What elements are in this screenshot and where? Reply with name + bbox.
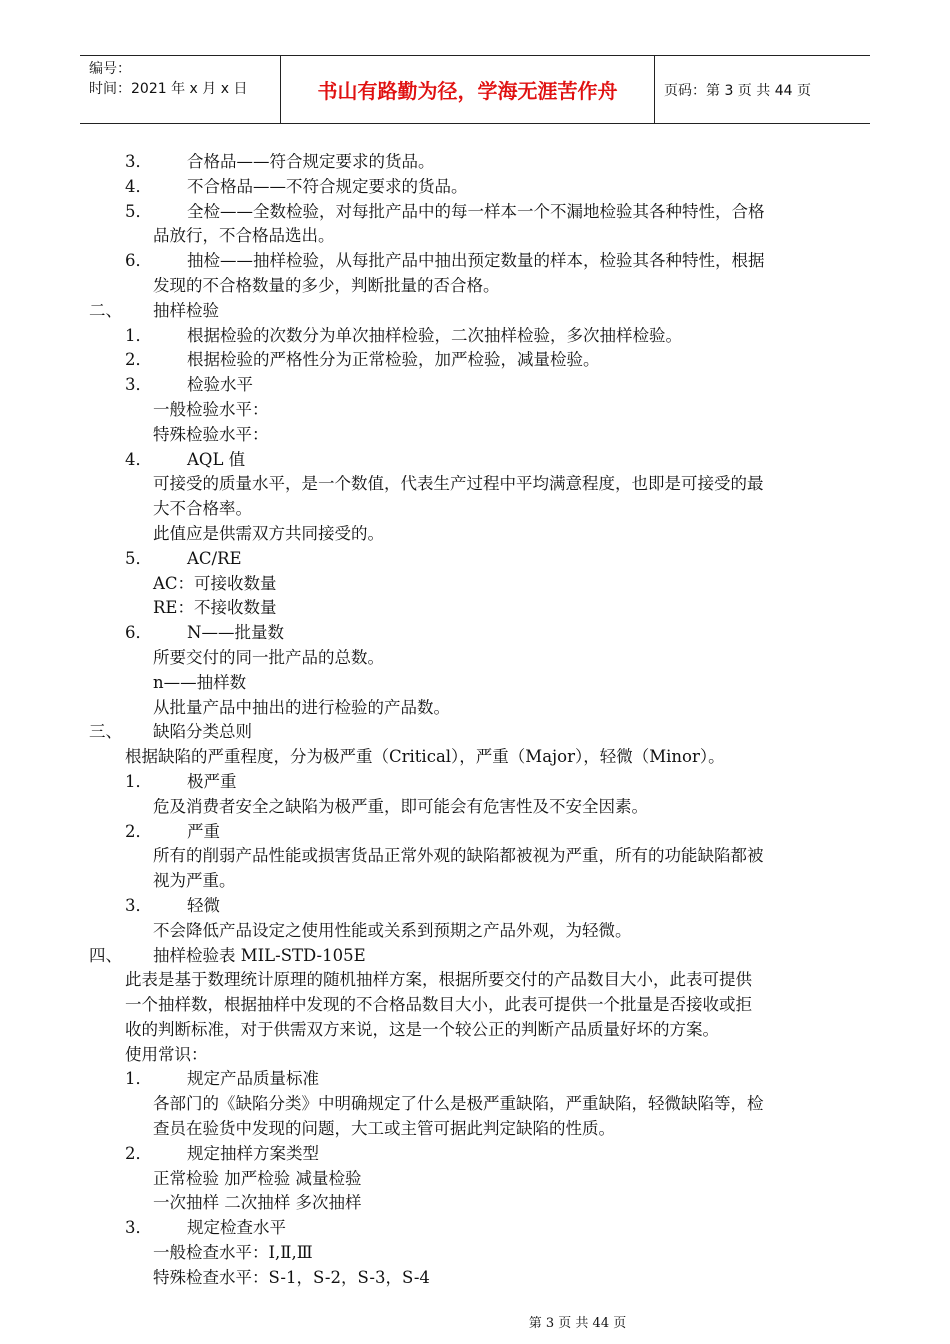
item-number: 4． (125, 176, 152, 196)
text-line (0, 621, 950, 646)
section-number: 四、 (89, 945, 122, 965)
section-number: 二、 (89, 300, 122, 320)
item-number: 5． (125, 548, 152, 568)
item-body-text: 从批量产品中抽出的进行检验的产品数。 (153, 697, 450, 717)
section-title: 抽样检验表 MIL-STD-105E (153, 945, 366, 965)
item-text: 根据检验的次数分为单次抽样检验，二次抽样检验，多次抽样检验。 (187, 325, 682, 345)
item-number: 5． (125, 201, 152, 221)
item-number: 2． (125, 1143, 152, 1163)
text-line (0, 770, 950, 795)
text-line (0, 1216, 950, 1241)
item-number: 1． (125, 771, 152, 791)
text-line (0, 968, 950, 993)
item-number: 3． (125, 375, 152, 395)
text-line (0, 324, 950, 349)
item-body-text: AC：可接收数量 (153, 573, 277, 593)
item-body-text: 特殊检查水平：S-1，S-2，S-3，S-4 (153, 1267, 430, 1287)
header-meta (80, 56, 281, 123)
item-number: 3． (125, 895, 152, 915)
item-text: 抽检——抽样检验，从每批产品中抽出预定数量的样本，检验其各种特性，根据 (187, 251, 765, 271)
text-line (0, 572, 950, 597)
item-text: 检验水平 (187, 375, 253, 395)
header-page-info: 页码：第 3 页 共 44 页 (664, 82, 811, 99)
text-line (0, 175, 950, 200)
item-body-text: 品放行，不合格品选出。 (153, 226, 335, 246)
text-line (0, 919, 950, 944)
text-line (0, 373, 950, 398)
text-line (0, 1191, 950, 1216)
item-number: 3． (125, 152, 152, 171)
item-text: AC/RE (187, 548, 242, 568)
text-line (0, 869, 950, 894)
text-line (0, 448, 950, 473)
item-body-text: 发现的不合格数量的多少，判断批量的否合格。 (153, 275, 500, 295)
section-title: 抽样检验 (153, 300, 219, 320)
header-motto: 书山有路勤为径，学海无涯苦作舟 (281, 56, 655, 123)
item-number: 6． (125, 251, 152, 271)
text-line (0, 944, 950, 969)
text-line (0, 224, 950, 249)
item-body-text: 可接受的质量水平，是一个数值，代表生产过程中平均满意程度，也即是可接受的最 (153, 474, 764, 494)
item-text: 极严重 (187, 771, 237, 791)
text-line (0, 1018, 950, 1043)
item-body-text: 所有的削弱产品性能或损害货品正常外观的缺陷都被视为严重，所有的功能缺陷都被 (153, 846, 764, 866)
text-line (0, 671, 950, 696)
item-text: 规定检查水平 (187, 1218, 286, 1238)
text-line (0, 820, 950, 845)
text-line (0, 993, 950, 1018)
item-body-text: 正常检验 加严检验 减量检验 (153, 1168, 362, 1188)
text-line (0, 696, 950, 721)
item-number: 2． (125, 350, 152, 370)
item-body-text: 大不合格率。 (153, 499, 252, 519)
item-body-text: 一般检验水平： (153, 399, 269, 419)
item-number: 1． (125, 1069, 152, 1089)
item-text: 轻微 (187, 895, 220, 915)
text-line (0, 1266, 950, 1291)
section-title: 缺陷分类总则 (153, 722, 252, 742)
item-body-text: 危及消费者安全之缺陷为极严重，即可能会有危害性及不安全因素。 (153, 796, 648, 816)
document-time-label: 时间：2021 年 x 月 x 日 (89, 81, 248, 97)
text-line (0, 1167, 950, 1192)
item-text: 合格品——符合规定要求的货品。 (187, 152, 435, 171)
text-line (0, 1092, 950, 1117)
item-text: 严重 (187, 821, 220, 841)
item-text: 不合格品——不符合规定要求的货品。 (187, 176, 468, 196)
text-line (0, 522, 950, 547)
item-body-text: 查员在验货中发现的问题，大工或主管可据此判定缺陷的性质。 (153, 1119, 615, 1139)
paragraph-text: 根据缺陷的严重程度，分为极严重（Critical），严重（Major），轻微（Minor）。 (125, 747, 725, 767)
item-text: N——批量数 (187, 623, 284, 643)
document-number-label: 编号： (89, 61, 131, 77)
text-line (0, 795, 950, 820)
text-line (0, 299, 950, 324)
text-line (0, 894, 950, 919)
text-line (0, 150, 950, 175)
item-text: 规定抽样方案类型 (187, 1143, 319, 1163)
item-body-text: 一般检查水平：Ⅰ,Ⅱ,Ⅲ (153, 1243, 313, 1263)
text-line (0, 720, 950, 745)
text-line (0, 398, 950, 423)
item-body-text: 视为严重。 (153, 871, 236, 891)
text-line (0, 547, 950, 572)
item-text: AQL 值 (187, 449, 246, 469)
item-body-text: n——抽样数 (153, 672, 247, 692)
text-line (0, 596, 950, 621)
page-header (80, 55, 870, 124)
item-number: 1． (125, 325, 152, 345)
text-line (0, 844, 950, 869)
item-number: 4． (125, 449, 152, 469)
text-line (0, 1117, 950, 1142)
item-body-text: 一次抽样 二次抽样 多次抽样 (153, 1193, 362, 1213)
text-line (0, 646, 950, 671)
item-text: 根据检验的严格性分为正常检验，加严检验，减量检验。 (187, 350, 600, 370)
item-body-text: 此值应是供需双方共同接受的。 (153, 523, 384, 543)
item-number: 6． (125, 623, 152, 643)
page-footer: 第 3 页 共 44 页 (528, 1316, 627, 1331)
paragraph-text: 使用常识： (125, 1044, 208, 1064)
item-body-text: 特殊检验水平： (153, 424, 269, 444)
document-body (0, 150, 950, 1291)
item-text: 全检——全数检验，对每批产品中的每一样本一个不漏地检验其各种特性，合格 (187, 201, 765, 221)
paragraph-text: 收的判断标准，对于供需双方来说，这是一个较公正的判断产品质量好坏的方案。 (125, 1019, 719, 1039)
text-line (0, 1043, 950, 1068)
text-line (0, 348, 950, 373)
text-line (0, 200, 950, 225)
paragraph-text: 此表是基于数理统计原理的随机抽样方案，根据所要交付的产品数目大小，此表可提供 (125, 970, 752, 990)
item-body-text: 各部门的《缺陷分类》中明确规定了什么是极严重缺陷，严重缺陷，轻微缺陷等，检 (153, 1094, 764, 1114)
item-body-text: RE：不接收数量 (153, 598, 277, 618)
text-line (0, 249, 950, 274)
item-body-text: 不会降低产品设定之使用性能或关系到预期之产品外观，为轻微。 (153, 920, 632, 940)
text-line (0, 1241, 950, 1266)
text-line (0, 497, 950, 522)
item-number: 3． (125, 1218, 152, 1238)
text-line (0, 274, 950, 299)
item-text: 规定产品质量标准 (187, 1069, 319, 1089)
item-number: 2． (125, 821, 152, 841)
text-line (0, 423, 950, 448)
text-line (0, 745, 950, 770)
paragraph-text: 一个抽样数，根据抽样中发现的不合格品数目大小，此表可提供一个批量是否接收或拒 (125, 995, 752, 1015)
text-line (0, 1067, 950, 1092)
text-line (0, 1142, 950, 1167)
item-body-text: 所要交付的同一批产品的总数。 (153, 647, 384, 667)
section-number: 三、 (89, 722, 122, 742)
text-line (0, 472, 950, 497)
